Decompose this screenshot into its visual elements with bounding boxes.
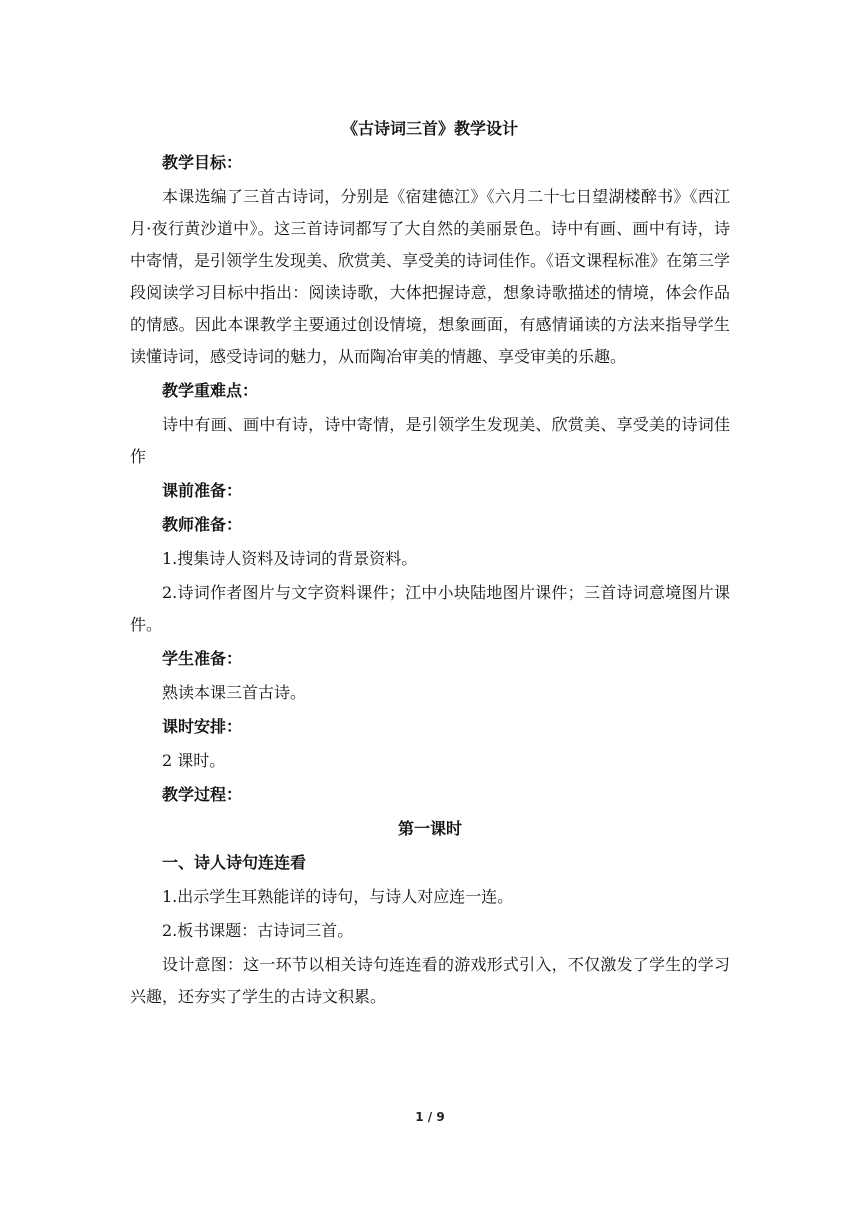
document-body	[130, 113, 730, 1015]
section-heading-student-prep: 学生准备：	[162, 649, 243, 668]
paragraph-step-one-1: 1.出示学生耳熟能详的诗句，与诗人对应连一连。	[162, 887, 514, 906]
section-heading-objectives: 教学目标：	[162, 153, 243, 172]
paragraph-schedule: 2 课时。	[162, 751, 226, 770]
paragraph-key-points: 诗中有画、画中有诗，诗中寄情，是引领学生发现美、欣赏美、享受美的诗词佳作	[130, 415, 730, 466]
paragraph-teacher-prep-1: 1.搜集诗人资料及诗词的背景资料。	[162, 549, 418, 568]
section-heading-step-one: 一、诗人诗句连连看	[162, 853, 307, 872]
paragraph-design-intent: 设计意图：这一环节以相关诗句连连看的游戏形式引入，不仅激发了学生的学习兴趣，还夯实了学生的古诗文积累。	[130, 955, 730, 1006]
page-number: 1 / 9	[415, 1110, 445, 1124]
section-heading-process: 教学过程：	[162, 785, 243, 804]
section-heading-key-points: 教学重难点：	[162, 381, 259, 400]
paragraph-student-prep: 熟读本课三首古诗。	[162, 683, 307, 702]
paragraph-objectives: 本课选编了三首古诗词，分别是《宿建德江》《六月二十七日望湖楼醉书》《西江月·夜行黄沙道中》。这三首诗词都写了大自然的美丽景色。诗中有画、画中有诗，诗中寄情，是引领学生发现美、欣赏美、享受美的诗词佳作。《语文课程标准》在第三学段阅读学习目标中指出：阅读诗歌，大体把握诗意，想象诗歌描述的情境，体会作品的情感。因此本课教学主要通过创设情境，想象画面，有感情诵读的方法来指导学生读懂诗词，感受诗词的魅力，从而陶冶审美的情趣、享受审美的乐趣。	[130, 187, 731, 366]
document-title: 《古诗词三首》教学设计	[341, 119, 518, 138]
section-heading-preparation: 课前准备：	[162, 481, 243, 500]
lesson-heading-first: 第一课时	[397, 819, 462, 838]
section-heading-teacher-prep: 教师准备：	[162, 515, 243, 534]
paragraph-step-one-2: 2.板书课题：古诗词三首。	[162, 921, 354, 940]
paragraph-teacher-prep-2: 2.诗词作者图片与文字资料课件；江中小块陆地图片课件；三首诗词意境图片课件。	[130, 583, 730, 634]
section-heading-schedule: 课时安排：	[162, 717, 243, 736]
